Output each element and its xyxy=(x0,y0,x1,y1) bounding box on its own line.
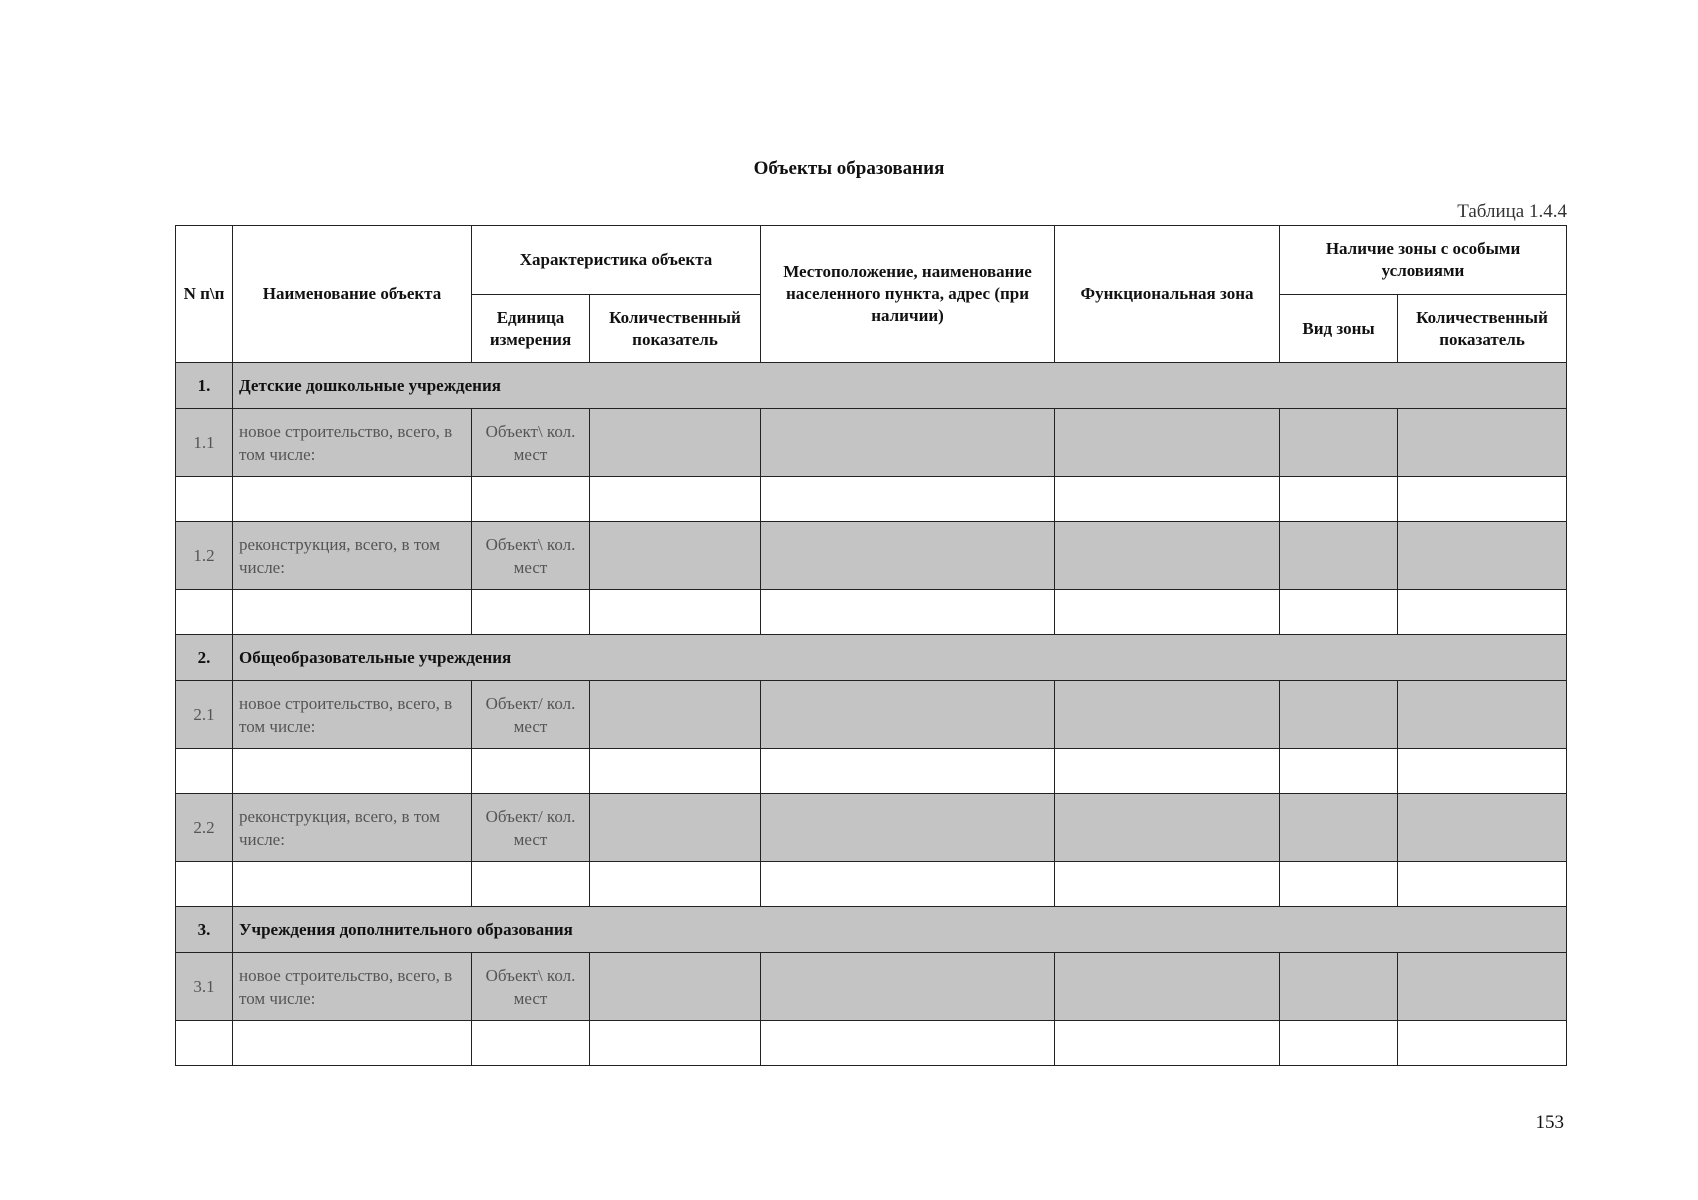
row-name: реконструкция, всего, в том числе: xyxy=(233,794,472,862)
header-characteristic: Характеристика объекта xyxy=(472,226,761,295)
row-functional-zone xyxy=(1055,409,1280,477)
row-functional-zone xyxy=(1055,794,1280,862)
header-num: N п\п xyxy=(176,226,233,363)
row-unit: Объект\ кол. мест xyxy=(472,409,590,477)
section-num: 1. xyxy=(176,363,233,409)
table-row xyxy=(176,522,1567,590)
row-num: 1.1 xyxy=(176,409,233,477)
table-row xyxy=(176,681,1567,749)
row-location xyxy=(761,953,1055,1021)
table-row xyxy=(176,409,1567,477)
row-functional-zone xyxy=(1055,953,1280,1021)
section-name: Учреждения дополнительного образования xyxy=(233,907,1567,953)
table-row xyxy=(176,794,1567,862)
row-location xyxy=(761,681,1055,749)
row-functional-zone xyxy=(1055,522,1280,590)
header-special-zone: Наличие зоны с особыми условиями xyxy=(1280,226,1567,295)
row-quantity xyxy=(590,681,761,749)
row-num: 2.2 xyxy=(176,794,233,862)
row-zone-quantity xyxy=(1398,409,1567,477)
row-name: новое строительство, всего, в том числе: xyxy=(233,953,472,1021)
education-objects-table xyxy=(175,225,1567,1066)
header-functional-zone: Функциональная зона xyxy=(1055,226,1280,363)
row-num: 2.1 xyxy=(176,681,233,749)
row-quantity xyxy=(590,409,761,477)
section-num: 2. xyxy=(176,635,233,681)
empty-row xyxy=(176,1021,1567,1066)
header-zone-type: Вид зоны xyxy=(1280,295,1398,363)
row-location xyxy=(761,522,1055,590)
section-row xyxy=(176,907,1567,953)
section-name: Детские дошкольные учреждения xyxy=(233,363,1567,409)
row-zone-quantity xyxy=(1398,794,1567,862)
section-num: 3. xyxy=(176,907,233,953)
row-name: новое строительство, всего, в том числе: xyxy=(233,681,472,749)
table-body xyxy=(176,363,1567,1066)
header-zone-quantity: Количественный показатель xyxy=(1398,295,1567,363)
page-number: 153 xyxy=(1535,1112,1564,1133)
empty-row xyxy=(176,862,1567,907)
row-zone-quantity xyxy=(1398,953,1567,1021)
header-quantity: Количественный показатель xyxy=(590,295,761,363)
row-zone-type xyxy=(1280,522,1398,590)
row-num: 1.2 xyxy=(176,522,233,590)
row-quantity xyxy=(590,794,761,862)
row-unit: Объект\ кол. мест xyxy=(472,522,590,590)
row-zone-quantity xyxy=(1398,522,1567,590)
header-unit: Единица измерения xyxy=(472,295,590,363)
row-zone-type xyxy=(1280,794,1398,862)
table-row xyxy=(176,953,1567,1021)
section-name: Общеобразовательные учреждения xyxy=(233,635,1567,681)
row-name: реконструкция, всего, в том числе: xyxy=(233,522,472,590)
row-functional-zone xyxy=(1055,681,1280,749)
table-label: Таблица 1.4.4 xyxy=(1457,201,1567,222)
row-zone-type xyxy=(1280,953,1398,1021)
row-name: новое строительство, всего, в том числе: xyxy=(233,409,472,477)
row-location xyxy=(761,794,1055,862)
page-title: Объекты образования xyxy=(753,158,945,179)
row-quantity xyxy=(590,953,761,1021)
row-zone-type xyxy=(1280,681,1398,749)
section-row xyxy=(176,363,1567,409)
row-zone-quantity xyxy=(1398,681,1567,749)
row-quantity xyxy=(590,522,761,590)
empty-row xyxy=(176,477,1567,522)
row-location xyxy=(761,409,1055,477)
row-unit: Объект/ кол. мест xyxy=(472,794,590,862)
row-unit: Объект/ кол. мест xyxy=(472,681,590,749)
header-location: Местоположение, наименование населенного пункта, адрес (при наличии) xyxy=(761,226,1055,363)
section-row xyxy=(176,635,1567,681)
header-name: Наименование объекта xyxy=(233,226,472,363)
row-num: 3.1 xyxy=(176,953,233,1021)
empty-row xyxy=(176,749,1567,794)
row-zone-type xyxy=(1280,409,1398,477)
row-unit: Объект\ кол. мест xyxy=(472,953,590,1021)
empty-row xyxy=(176,590,1567,635)
